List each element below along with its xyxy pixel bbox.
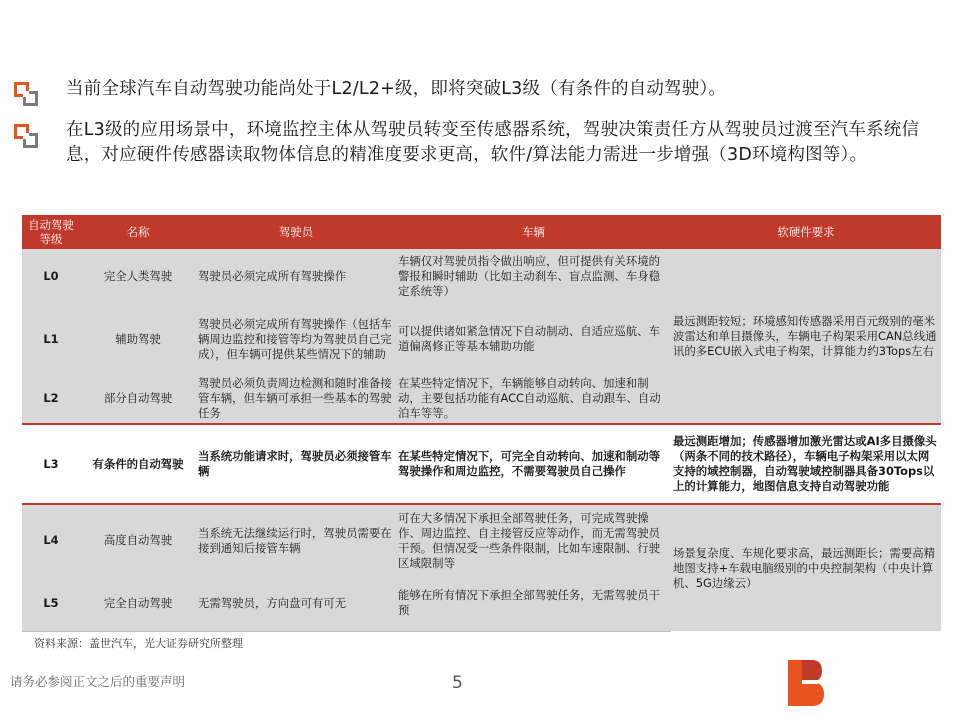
broker-logo-icon (788, 658, 824, 708)
cell-driver: 驾驶员必须完成所有驾驶操作（包括车辆周边监控和接管等均为驾驶员自己完成），但车辆可提供某些情况下的辅助 (196, 304, 396, 374)
bullet-text-2: 在L3级的应用场景中，环境监控主体从驾驶员转变至传感器系统，驾驶决策责任方从驾驶员过渡至汽车系统信息，对应硬件传感器读取物体信息的精准度要求更高，软件/算法能力需进一步增强（3D环境构图等）。 (66, 120, 920, 165)
source-note: 资料来源：盖世汽车，光大证券研究所整理 (34, 637, 243, 650)
cell-requirements: 最远测距增加；传感器增加激光雷达或AI多目摄像头（两条不同的技术路径），车辆电子构架采用以太网支持的域控制器，自动驾驶域控制器具备30Tops以上的计算能力，地图信息支持自动驾驶功能 (671, 424, 941, 504)
cell-requirements: 场景复杂度、车规化要求高，最远测距长；需要高精地图支持+车载电脑级别的中央控制架构（中央计算机、5G边缘云） (671, 504, 941, 631)
autonomy-levels-table (22, 215, 941, 632)
cell-vehicle: 可以提供诸如紧急情况下自动制动、自适应巡航、车道偏离修正等基本辅助功能 (396, 304, 671, 374)
cell-level: L4 (22, 504, 80, 576)
cell-driver: 驾驶员必须完成所有驾驶操作 (196, 249, 396, 304)
header-requirements: 软硬件要求 (671, 215, 941, 249)
square-bullet-icon (14, 124, 40, 150)
cell-name: 完全人类驾驶 (80, 249, 196, 304)
table-row (22, 249, 941, 304)
cell-name: 辅助驾驶 (80, 304, 196, 374)
cell-vehicle: 能够在所有情况下承担全部驾驶任务，无需驾驶员干预 (396, 576, 671, 631)
cell-level: L3 (22, 424, 80, 504)
cell-driver: 当系统无法继续运行时，驾驶员需要在接到通知后接管车辆 (196, 504, 396, 576)
cell-level: L5 (22, 576, 80, 631)
cell-name: 部分自动驾驶 (80, 374, 196, 424)
table-row (22, 424, 941, 504)
table-header-row (22, 215, 941, 249)
cell-vehicle: 在某些特定情况下，车辆能够自动转向、加速和制动，主要包括功能有ACC自动巡航、自动跟车、自动泊车等等。 (396, 374, 671, 424)
header-name: 名称 (80, 215, 196, 249)
header-vehicle: 车辆 (396, 215, 671, 249)
cell-vehicle: 在某些特定情况下，可完全自动转向、加速和制动等驾驶操作和周边监控，不需要驾驶员自己操作 (396, 424, 671, 504)
header-driver: 驾驶员 (196, 215, 396, 249)
page-number: 5 (452, 673, 463, 693)
cell-driver: 当系统功能请求时，驾驶员必须接管车辆 (196, 424, 396, 504)
cell-requirements: 最远测距较短；环境感知传感器采用百元级别的毫米波雷达和单目摄像头，车辆电子构架采用CAN总线通讯的多ECU嵌入式电子构架，计算能力约3Tops左右 (671, 249, 941, 424)
cell-name: 有条件的自动驾驶 (80, 424, 196, 504)
header-level: 自动驾驶等级 (22, 215, 80, 249)
square-bullet-icon (14, 82, 40, 108)
cell-vehicle: 车辆仅对驾驶员指令做出响应，但可提供有关环境的警报和瞬时辅助（比如主动刹车、盲点监测、车身稳定系统等） (396, 249, 671, 304)
cell-driver: 驾驶员必须负责周边检测和随时准备接管车辆，但车辆可承担一些基本的驾驶任务 (196, 374, 396, 424)
cell-vehicle: 可在大多情况下承担全部驾驶任务，可完成驾驶操作、周边监控、自主接管反应等动作，而无需驾驶员干预。但情况受一些条件限制，比如车速限制、行驶区域限制等 (396, 504, 671, 576)
cell-name: 高度自动驾驶 (80, 504, 196, 576)
bullet-text-1: 当前全球汽车自动驾驶功能尚处于L2/L2+级，即将突破L3级（有条件的自动驾驶）。 (66, 79, 727, 99)
cell-driver: 无需驾驶员，方向盘可有可无 (196, 576, 396, 631)
cell-name: 完全自动驾驶 (80, 576, 196, 631)
disclaimer-note: 请务必参阅正文之后的重要声明 (10, 674, 186, 689)
cell-level: L0 (22, 249, 80, 304)
table-row (22, 504, 941, 576)
cell-level: L1 (22, 304, 80, 374)
cell-level: L2 (22, 374, 80, 424)
